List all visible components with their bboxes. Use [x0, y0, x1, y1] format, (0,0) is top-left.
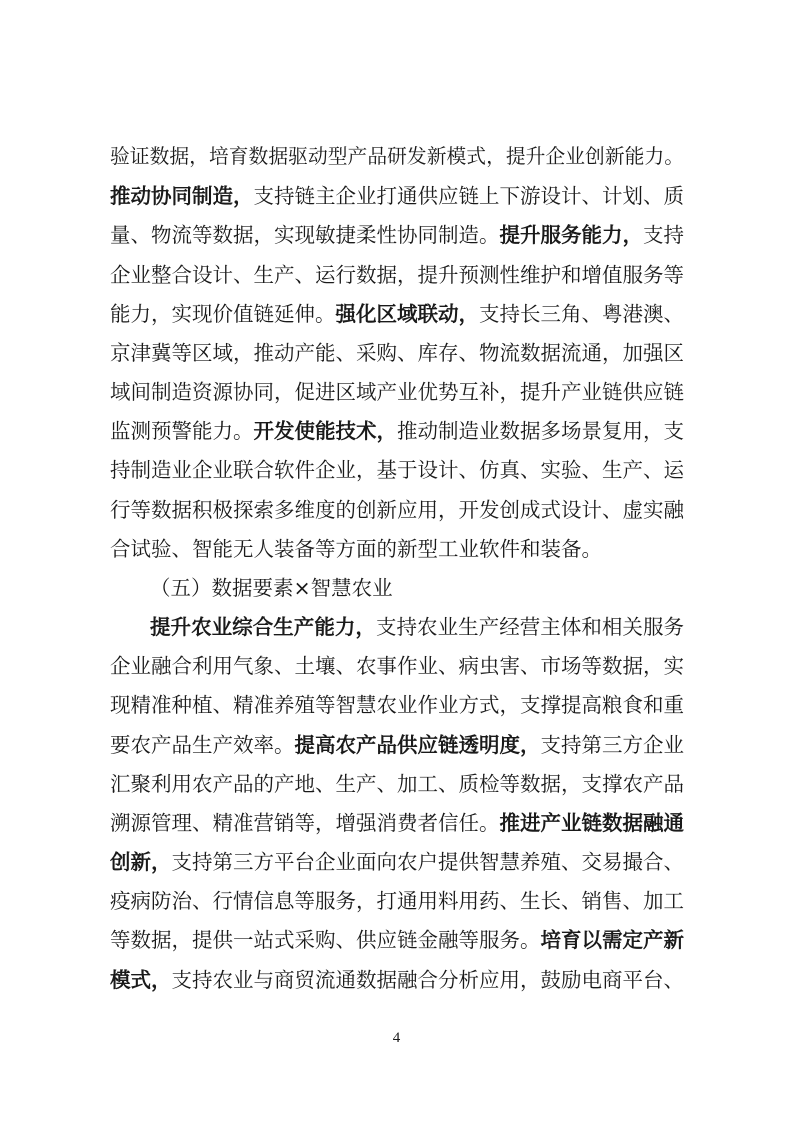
text-line [110, 335, 684, 371]
text-span: 域间制造资源协同，促进区域产业优势互补，提升产业链供应链 [110, 380, 684, 404]
bold-phrase: 培育以需定产新 [540, 928, 684, 952]
text-span: 企业融合利用气象、土壤、农事作业、病虫害、市场等数据，实 [110, 654, 684, 678]
text-span: 支持 [643, 223, 684, 247]
text-line [110, 257, 684, 293]
text-line [110, 531, 684, 567]
text-span: 企业整合设计、生产、运行数据，提升预测性维护和增值服务等 [110, 263, 684, 287]
text-line [110, 844, 684, 880]
text-span: 要农产品生产效率。 [110, 733, 295, 757]
text-line [110, 139, 684, 175]
bold-phrase: 推动协同制造， [110, 184, 254, 208]
text-line [110, 374, 684, 410]
text-line [110, 492, 684, 528]
text-span: 疫病防治、行情信息等服务，打通用料用药、生长、销售、加工 [110, 889, 684, 913]
text-span: 现精准种植、精准养殖等智慧农业作业方式，支撑提高粮食和重 [110, 693, 684, 717]
text-line [110, 962, 684, 998]
bold-phrase: 推进产业链数据融通 [499, 811, 684, 835]
text-line [110, 217, 684, 253]
text-span: 推动制造业数据多场景复用，支 [397, 419, 684, 443]
text-span: 支持链主企业打通供应链上下游设计、计划、质 [253, 184, 684, 208]
bold-phrase: 强化区域联动， [335, 302, 479, 326]
text-span: 等数据，提供一站式采购、供应链金融等服务。 [110, 928, 541, 952]
text-span: 合试验、智能无人装备等方面的新型工业软件和装备。 [110, 537, 602, 561]
text-span: 量、物流等数据，实现敏捷柔性协同制造。 [110, 223, 500, 247]
text-span: 能力，实现价值链延伸。 [110, 302, 336, 326]
text-line [110, 922, 684, 958]
text-span: 汇聚利用农产品的产地、生产、加工、质检等数据，支撑农产品 [110, 772, 684, 796]
text-span: 支持长三角、粤港澳、 [479, 302, 684, 326]
text-span: 支持农业生产经营主体和相关服务 [375, 615, 684, 639]
text-line [110, 413, 684, 449]
bold-phrase: 提升服务能力， [499, 223, 643, 247]
text-line [110, 727, 684, 763]
text-span: 监测预警能力。 [110, 419, 254, 443]
text-span: 持制造业企业联合软件企业，基于设计、仿真、实验、生产、运 [110, 458, 684, 482]
bold-phrase: 开发使能技术， [253, 419, 397, 443]
text-line [110, 178, 684, 214]
text-line [110, 452, 684, 488]
bold-phrase: 提升农业综合生产能力， [150, 615, 376, 639]
bold-phrase: 模式， [110, 968, 172, 992]
text-span: 支持第三方企业 [540, 733, 684, 757]
text-line [110, 687, 684, 723]
text-span: 行等数据积极探索多维度的创新应用，开发创成式设计、虚实融 [110, 498, 684, 522]
text-span: 支持第三方平台企业面向农户提供智慧养殖、交易撮合、 [171, 850, 684, 874]
text-span: 溯源管理、精准营销等，增强消费者信任。 [110, 811, 500, 835]
bold-phrase: 提高农产品供应链透明度， [294, 733, 541, 757]
text-span: 京津冀等区域，推动产能、采购、库存、物流数据流通，加强区 [110, 341, 684, 365]
text-line [110, 648, 684, 684]
text-line [110, 296, 684, 332]
text-line [110, 766, 684, 802]
page-number: 4 [392, 1030, 401, 1046]
text-line [150, 609, 684, 645]
text-span: 支持农业与商贸流通数据融合分析应用，鼓励电商平台、 [171, 968, 684, 992]
text-line [110, 883, 684, 919]
bold-phrase: 创新， [110, 850, 172, 874]
section-heading: （五）数据要素×智慧农业 [150, 576, 393, 600]
text-line [110, 805, 684, 841]
text-span: 验证数据，培育数据驱动型产品研发新模式，提升企业创新能力。 [110, 145, 684, 168]
